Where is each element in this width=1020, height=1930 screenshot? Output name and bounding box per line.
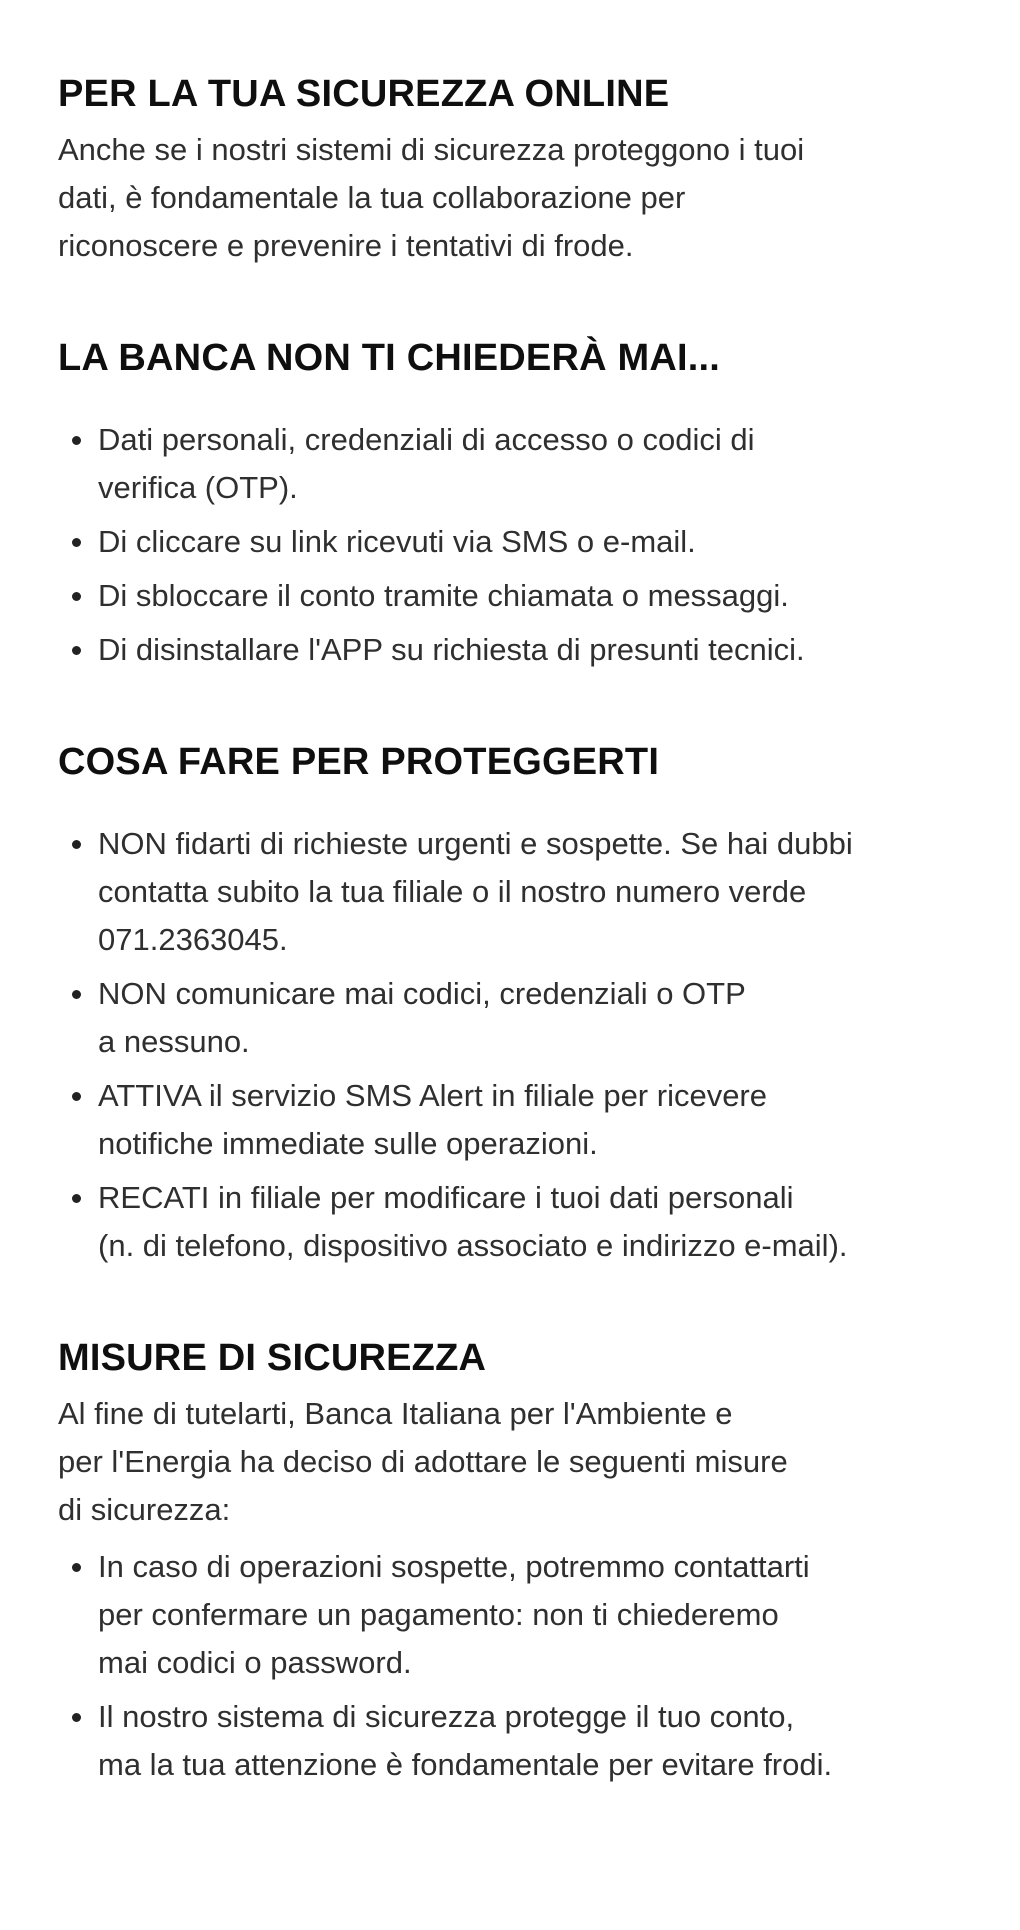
- bullet-line: (n. di telefono, dispositivo associato e indirizzo e-mail).: [98, 1228, 848, 1263]
- bullet-line: ATTIVA il servizio SMS Alert in filiale per ricevere: [98, 1078, 767, 1113]
- bullet-dot-icon: [72, 840, 81, 849]
- bullet-dot-icon: [72, 1194, 81, 1203]
- bullet-list: [58, 1543, 940, 1789]
- section-heading: LA BANCA NON TI CHIEDERÀ MAI...: [58, 337, 721, 379]
- bullet-line: verifica (OTP).: [98, 470, 298, 505]
- bullet-line: NON comunicare mai codici, credenziali o OTP: [98, 976, 746, 1011]
- bullet-line: RECATI in filiale per modificare i tuoi dati personali: [98, 1180, 794, 1215]
- bullet-item: [58, 518, 940, 566]
- bullet-item: [58, 572, 940, 620]
- paragraph-line: Anche se i nostri sistemi di sicurezza proteggono i tuoi: [58, 132, 805, 167]
- bullet-dot-icon: [72, 1563, 81, 1572]
- bullet-line: per confermare un pagamento: non ti chiederemo: [98, 1597, 779, 1632]
- bullet-dot-icon: [72, 990, 81, 999]
- bullet-item: [58, 970, 940, 1066]
- bullet-line: Di sbloccare il conto tramite chiamata o messaggi.: [98, 578, 789, 613]
- bullet-line: notifiche immediate sulle operazioni.: [98, 1126, 598, 1161]
- bullet-list: [58, 416, 940, 674]
- bullet-item: [58, 1693, 940, 1789]
- bullet-item: [58, 626, 940, 674]
- bullet-line: ma la tua attenzione è fondamentale per evitare frodi.: [98, 1747, 833, 1782]
- bullet-line: Il nostro sistema di sicurezza protegge il tuo conto,: [98, 1699, 795, 1734]
- bullet-line: In caso di operazioni sospette, potremmo contattarti: [98, 1549, 810, 1584]
- section-heading: PER LA TUA SICUREZZA ONLINE: [58, 73, 670, 115]
- bullet-line: a nessuno.: [98, 1024, 250, 1059]
- paragraph-line: per l'Energia ha deciso di adottare le seguenti misure: [58, 1444, 788, 1479]
- paragraph-line: Al fine di tutelarti, Banca Italiana per l'Ambiente e: [58, 1396, 733, 1431]
- bullet-line: Dati personali, credenziali di accesso o codici di: [98, 422, 755, 457]
- bullet-item: [58, 1072, 940, 1168]
- paragraph-line: dati, è fondamentale la tua collaborazione per: [58, 180, 686, 215]
- section-heading: COSA FARE PER PROTEGGERTI: [58, 741, 660, 783]
- bullet-list: [58, 820, 940, 1270]
- bullet-dot-icon: [72, 646, 81, 655]
- section-banca-non-chiedera: [58, 334, 940, 674]
- bullet-dot-icon: [72, 592, 81, 601]
- section-heading: MISURE DI SICUREZZA: [58, 1337, 487, 1379]
- bullet-dot-icon: [72, 1092, 81, 1101]
- bullet-item: [58, 1543, 940, 1687]
- bullet-dot-icon: [72, 436, 81, 445]
- paragraph-line: di sicurezza:: [58, 1492, 231, 1527]
- section-sicurezza-online: [58, 70, 940, 270]
- intro-paragraph: [58, 126, 940, 270]
- bullet-item: [58, 416, 940, 512]
- bullet-line: NON fidarti di richieste urgenti e sospette. Se hai dubbi: [98, 826, 853, 861]
- paragraph-line: riconoscere e prevenire i tentativi di frode.: [58, 228, 634, 263]
- bullet-line: contatta subito la tua filiale o il nostro numero verde: [98, 874, 807, 909]
- bullet-item: [58, 1174, 940, 1270]
- bullet-item: [58, 820, 940, 964]
- bullet-dot-icon: [72, 1713, 81, 1722]
- bullet-line: mai codici o password.: [98, 1645, 412, 1680]
- section-cosa-fare: [58, 738, 940, 1270]
- bullet-dot-icon: [72, 538, 81, 547]
- bullet-line: Di cliccare su link ricevuti via SMS o e-mail.: [98, 524, 696, 559]
- misure-paragraph: [58, 1390, 940, 1534]
- bullet-line: 071.2363045.: [98, 922, 288, 957]
- section-misure-sicurezza: [58, 1334, 940, 1789]
- bullet-line: Di disinstallare l'APP su richiesta di presunti tecnici.: [98, 632, 805, 667]
